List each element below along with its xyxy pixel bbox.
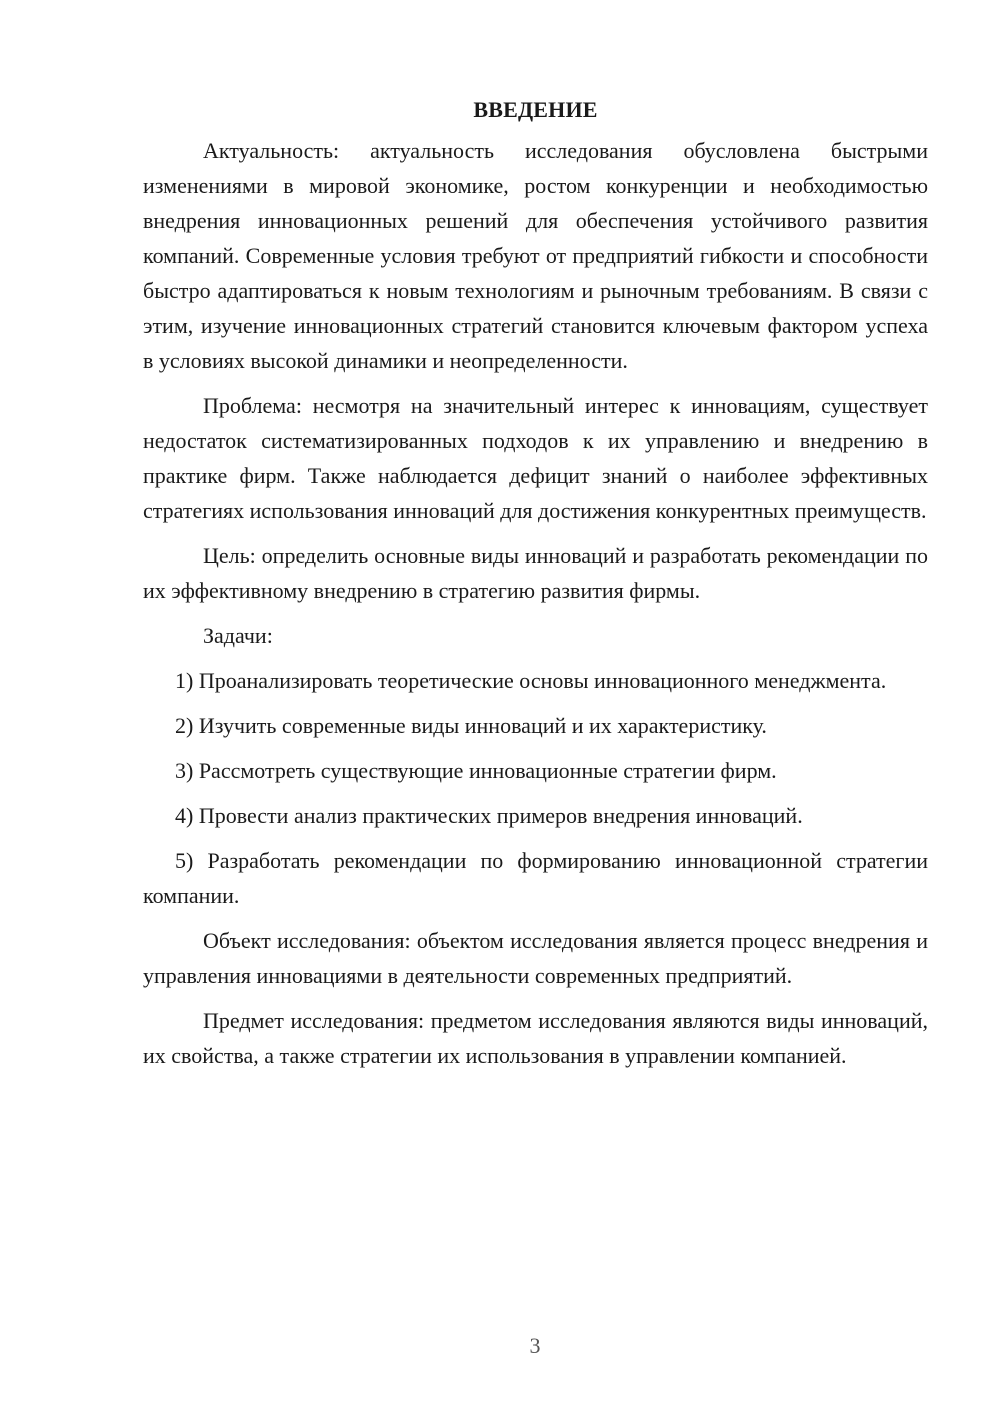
tasks-label: Задачи:	[203, 623, 273, 648]
problem-paragraph: Проблема: несмотря на значительный интерес к инновациям, существует недостаток систематизированных подходов к их управлению и внедрению в практике фирм. Также наблюдается дефицит знаний о наиболее эффективных стратегиях использования инноваций для достижения конкурентных преимуществ.	[143, 393, 928, 523]
task-item: 1) Проанализировать теоретические основы инновационного менеджмента.	[175, 668, 887, 693]
tasks-list	[143, 663, 928, 913]
task-item: 5) Разработать рекомендации по формированию инновационной стратегии компании.	[143, 848, 928, 908]
relevance-paragraph: Актуальность: актуальность исследования обусловлена быстрыми изменениями в мировой экономике, ростом конкуренции и необходимостью внедрения инновационных решений для обеспечения устойчивого развития компаний. Современные условия требуют от предприятий гибкости и способности быстро адаптироваться к новым технологиям и рыночным требованиям. В связи с этим, изучение инновационных стратегий становится ключевым фактором успеха в условиях высокой динамики и неопределенности.	[143, 138, 928, 373]
section-heading: ВВЕДЕНИЕ	[473, 97, 598, 122]
object-paragraph: Объект исследования: объектом исследования является процесс внедрения и управления инновациями в деятельности современных предприятий.	[143, 928, 928, 988]
task-item: 4) Провести анализ практических примеров внедрения инноваций.	[175, 803, 803, 828]
page-number: 3	[529, 1333, 541, 1358]
task-item: 2) Изучить современные виды инноваций и их характеристику.	[175, 713, 767, 738]
goal-paragraph: Цель: определить основные виды инноваций и разработать рекомендации по их эффективному внедрению в стратегию развития фирмы.	[143, 543, 928, 603]
subject-paragraph: Предмет исследования: предметом исследования являются виды инноваций, их свойства, а также стратегии их использования в управлении компанией.	[143, 1008, 928, 1068]
document-page	[143, 95, 928, 1083]
task-item: 3) Рассмотреть существующие инновационные стратегии фирм.	[175, 758, 777, 783]
